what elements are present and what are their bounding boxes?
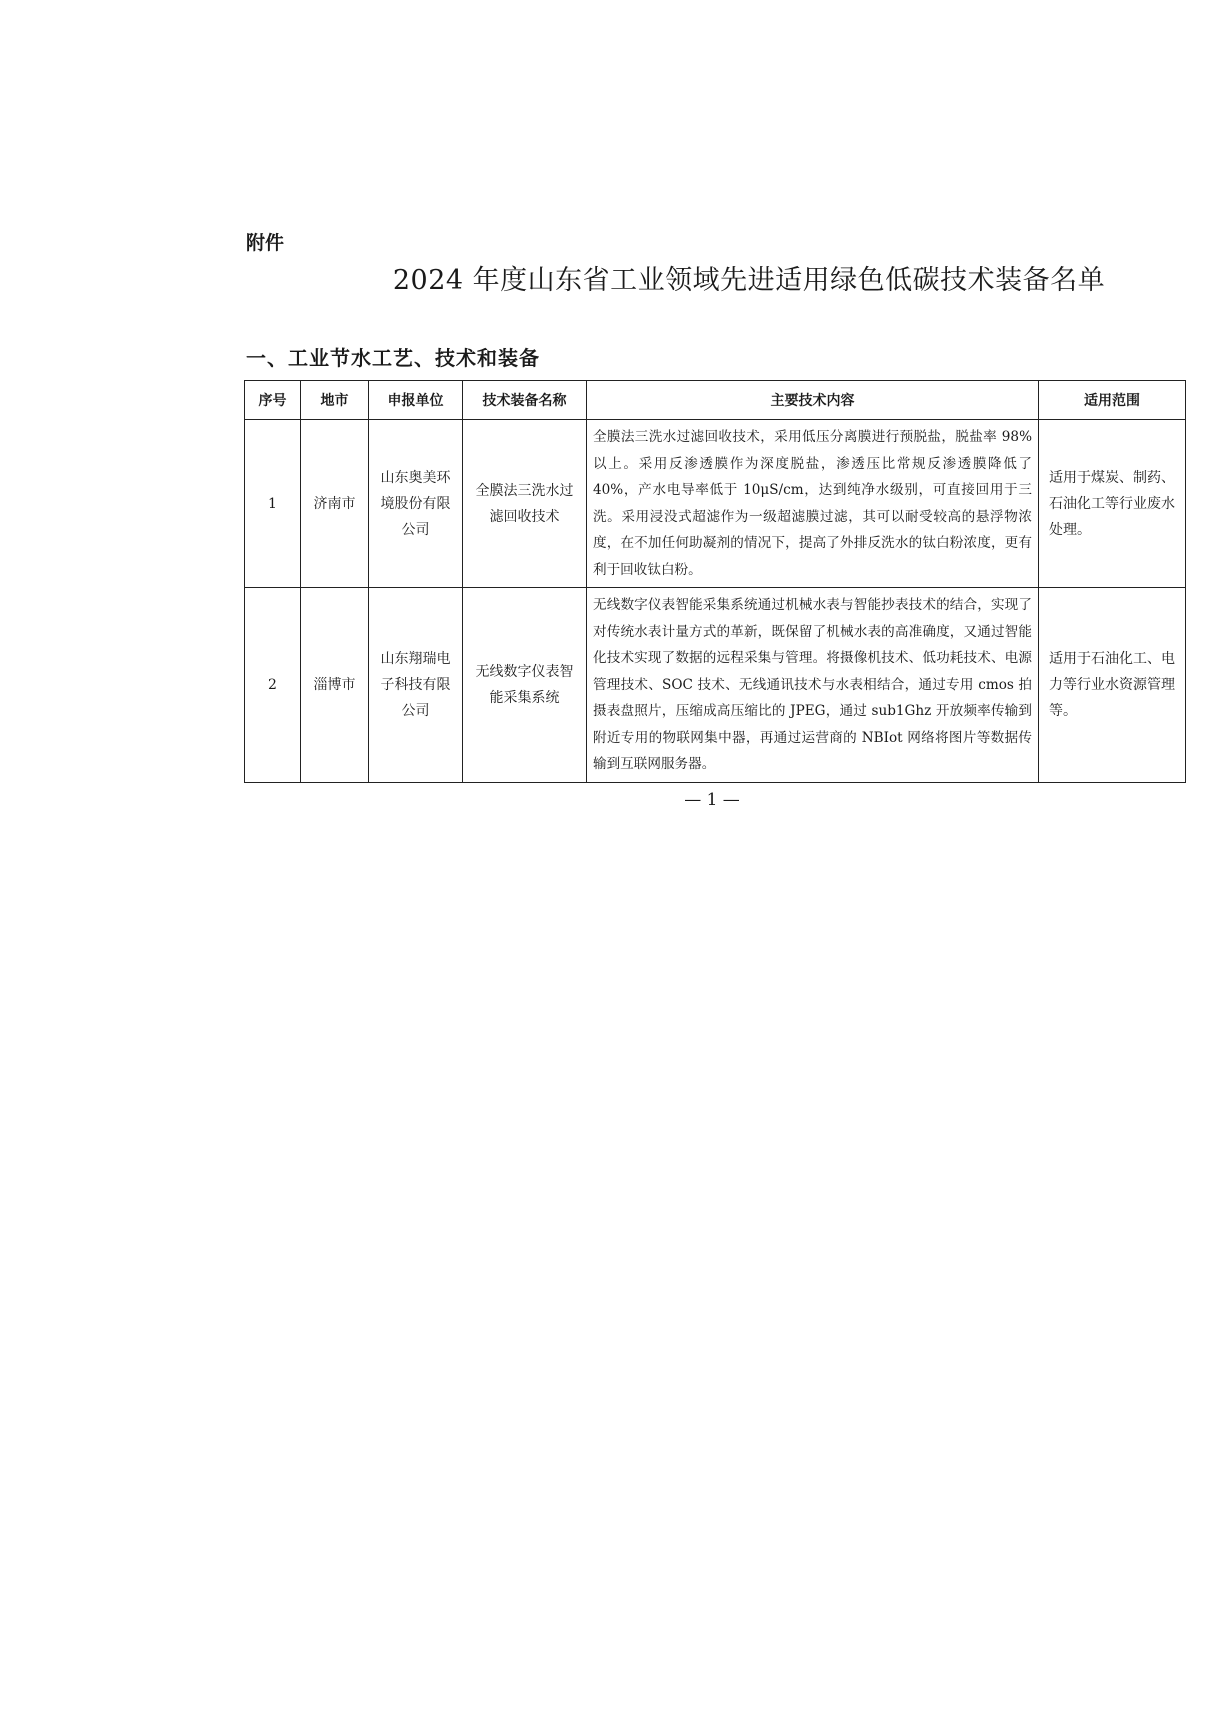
header-city: 地市 — [301, 381, 369, 420]
header-no: 序号 — [245, 381, 301, 420]
row-no: 1 — [245, 420, 301, 588]
page-number: — 1 — — [684, 790, 740, 810]
header-company: 申报单位 — [369, 381, 463, 420]
row-equipment: 全膜法三洗水过滤回收技术 — [463, 420, 587, 588]
row-content: 全膜法三洗水过滤回收技术，采用低压分离膜进行预脱盐，脱盐率 98%以上。采用反渗透膜作为深度脱盐，渗透压比常规反渗透膜降低了 40%，产水电导率低于 10μS/cm，达到纯净水级别，可直接回用于三洗。采用浸没式超滤作为一级超滤膜过滤，其可以耐受较高的悬浮物浓度，在不加任何助凝剂的情况下，提高了外排反洗水的钛白粉浓度，更有利于回收钛白粉。 — [587, 420, 1039, 588]
equipment-table — [244, 380, 1186, 783]
row-scope: 适用于石油化工、电力等行业水资源管理等。 — [1039, 588, 1186, 783]
header-content: 主要技术内容 — [587, 381, 1039, 420]
row-company: 山东翔瑞电子科技有限公司 — [369, 588, 463, 783]
section-heading: 一、工业节水工艺、技术和装备 — [246, 346, 540, 370]
row-no: 2 — [245, 588, 301, 783]
document-title: 2024 年度山东省工业领域先进适用绿色低碳技术装备名单 — [392, 265, 1106, 296]
row-equipment: 无线数字仪表智能采集系统 — [463, 588, 587, 783]
row-city: 淄博市 — [301, 588, 369, 783]
table-row — [245, 420, 1186, 588]
header-scope: 适用范围 — [1039, 381, 1186, 420]
row-content: 无线数字仪表智能采集系统通过机械水表与智能抄表技术的结合，实现了对传统水表计量方式的革新，既保留了机械水表的高准确度，又通过智能化技术实现了数据的远程采集与管理。将摄像机技术、低功耗技术、电源管理技术、SOC 技术、无线通讯技术与水表相结合，通过专用 cmos 拍摄表盘照片，压缩成高压缩比的 JPEG，通过 sub1Ghz 开放频率传输到附近专用的物联网集中器，再通过运营商的 NBIot 网络将图片等数据传输到互联网服务器。 — [587, 588, 1039, 783]
table-row — [245, 588, 1186, 783]
row-company: 山东奥美环境股份有限公司 — [369, 420, 463, 588]
table-header-row — [245, 381, 1186, 420]
attachment-label: 附件 — [246, 232, 285, 254]
row-scope: 适用于煤炭、制药、石油化工等行业废水处理。 — [1039, 420, 1186, 588]
header-equipment: 技术装备名称 — [463, 381, 587, 420]
row-city: 济南市 — [301, 420, 369, 588]
